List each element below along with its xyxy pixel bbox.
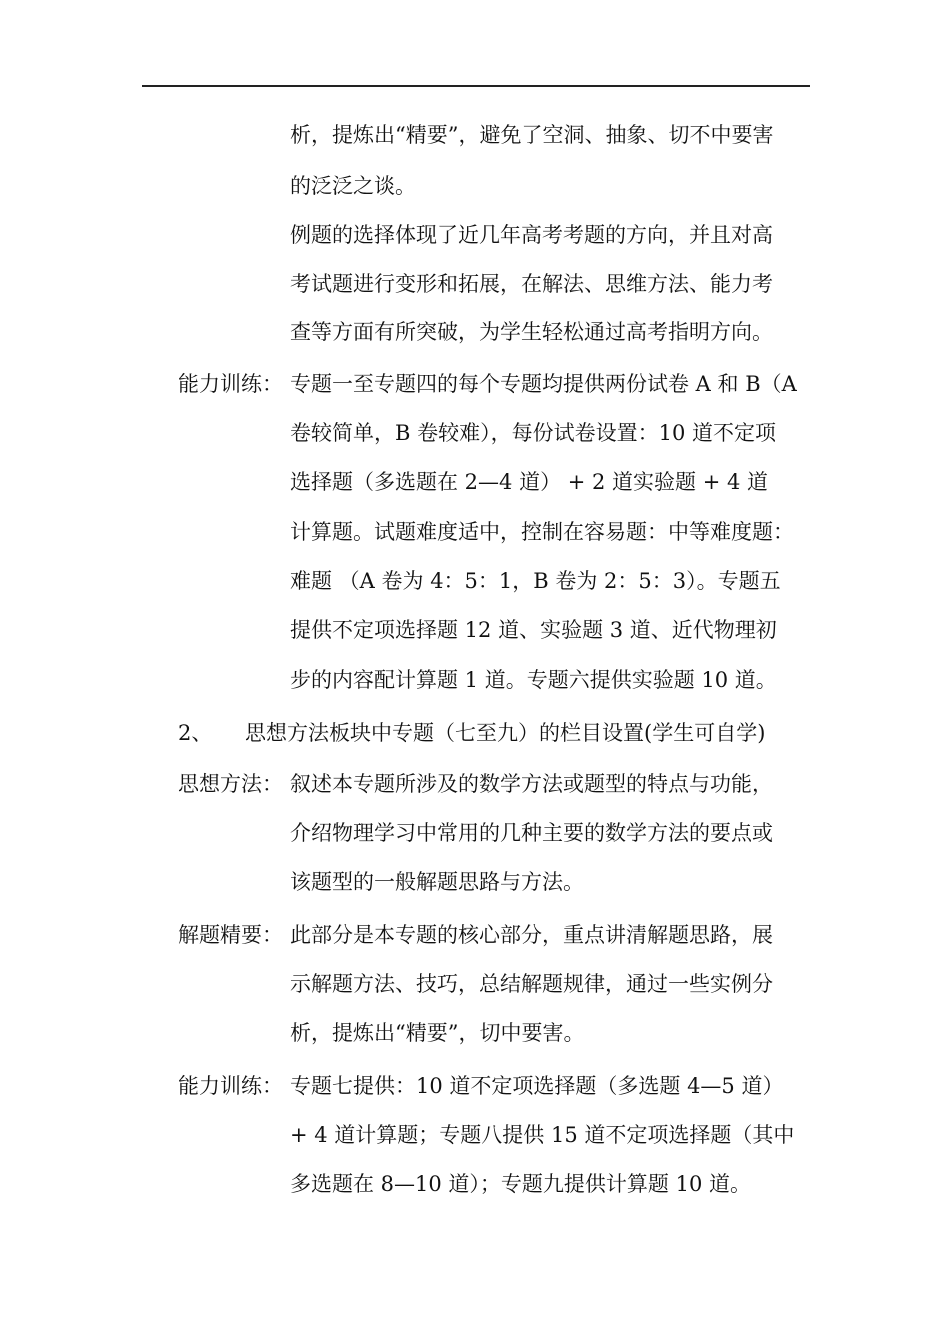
paragraph-line: 叙述本专题所涉及的数学方法或题型的特点与功能， — [290, 772, 773, 796]
section-heading: 思想方法板块中专题（七至九）的栏目设置(学生可自学) — [245, 721, 766, 745]
paragraph-line: 查等方面有所突破，为学生轻松通过高考指明方向。 — [290, 320, 773, 344]
header-rule — [142, 85, 810, 87]
paragraph-line: 介绍物理学习中常用的几种主要的数学方法的要点或 — [290, 821, 773, 845]
paragraph-line: 例题的选择体现了近几年高考考题的方向，并且对高 — [290, 223, 773, 247]
paragraph-line: 该题型的一般解题思路与方法。 — [290, 870, 584, 894]
paragraph-line: 卷较简单，B 卷较难），每份试卷设置：10 道不定项 — [290, 421, 777, 445]
paragraph-line: + 4 道计算题；专题八提供 15 道不定项选择题（其中 — [290, 1123, 795, 1147]
paragraph-line: 的泛泛之谈。 — [290, 174, 416, 198]
section-label-essentials: 解题精要： — [178, 923, 283, 947]
paragraph-line: 析，提炼出“精要”，切中要害。 — [290, 1021, 585, 1045]
paragraph-line: 难题 （A 卷为 4：5：1，B 卷为 2：5：3）。专题五 — [290, 569, 781, 593]
paragraph-line: 选择题（多选题在 2—4 道） + 2 道实验题 + 4 道 — [290, 470, 769, 494]
paragraph-line: 提供不定项选择题 12 道、实验题 3 道、近代物理初 — [290, 618, 777, 642]
paragraph-line: 析，提炼出“精要”，避免了空洞、抽象、切不中要害 — [290, 123, 774, 147]
paragraph-line: 多选题在 8—10 道）；专题九提供计算题 10 道。 — [290, 1172, 752, 1196]
section-label-training: 能力训练： — [178, 372, 283, 396]
paragraph-line: 此部分是本专题的核心部分，重点讲清解题思路，展 — [290, 923, 773, 947]
paragraph-line: 计算题。试题难度适中，控制在容易题：中等难度题： — [290, 520, 794, 544]
section-number: 2、 — [178, 721, 213, 745]
paragraph-line: 步的内容配计算题 1 道。专题六提供实验题 10 道。 — [290, 668, 777, 692]
paragraph-line: 专题七提供：10 道不定项选择题（多选题 4—5 道） — [290, 1074, 784, 1098]
section-label-training: 能力训练： — [178, 1074, 283, 1098]
section-label-methods: 思想方法： — [178, 772, 283, 796]
paragraph-line: 专题一至专题四的每个专题均提供两份试卷 A 和 B（A — [290, 372, 797, 396]
paragraph-line: 考试题进行变形和拓展，在解法、思维方法、能力考 — [290, 272, 773, 296]
paragraph-line: 示解题方法、技巧，总结解题规律，通过一些实例分 — [290, 972, 773, 996]
